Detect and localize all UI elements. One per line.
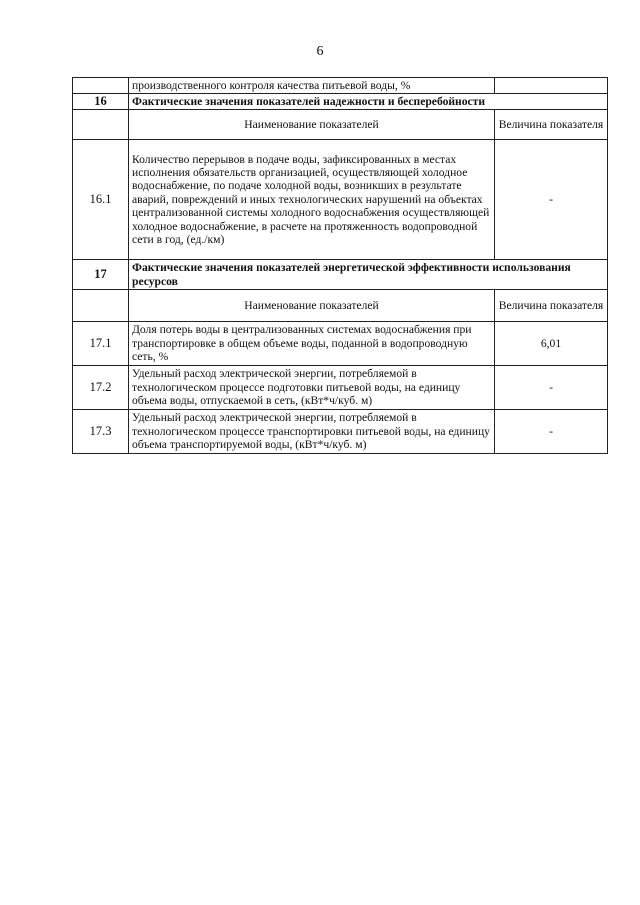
table-row: [73, 140, 608, 260]
table-row: [73, 410, 608, 454]
section-number: 16: [73, 94, 129, 110]
table-row: [73, 322, 608, 366]
row-number-cell: 16.1: [73, 140, 129, 260]
page-number: 6: [316, 44, 324, 59]
row-value-cell: -: [495, 366, 608, 410]
section-title: Фактические значения показателей энергетической эффективности использования ресурсов: [129, 260, 608, 290]
section-number: 17: [73, 260, 129, 290]
row-number-cell: 17.1: [73, 322, 129, 366]
table-row-continuation: [73, 78, 608, 94]
header-name-cell: Наименование показателей: [129, 290, 495, 322]
row-number-cell: [73, 78, 129, 94]
row-number-cell: 17.3: [73, 410, 129, 454]
header-number-cell: [73, 290, 129, 322]
row-value-cell: -: [495, 140, 608, 260]
row-name-cell: Доля потерь воды в централизованных системах водоснабжения при транспортировке в общем объеме воды, поданной в водопроводную сеть, %: [129, 322, 495, 366]
section-17-header-row: [73, 290, 608, 322]
table-row: [73, 366, 608, 410]
row-name-cell: Удельный расход электрической энергии, потребляемой в технологическом процессе подготовки питьевой воды, на единицу объема воды, отпускаемой в сеть, (кВт*ч/куб. м): [129, 366, 495, 410]
row-name-cell: Количество перерывов в подаче воды, зафиксированных в местах исполнения обязательств организацией, осуществляющей холодное водоснабжение, по подаче холодной воды, возникших в результате аварий, повреждений и иных технологических нарушений на объектах централизованной системы холодного водоснабжения осуществляющей холодное водоснабжение, в расчете на протяженность водопроводной сети в год, (ед./км): [129, 140, 495, 260]
header-value-cell: Величина показателя: [495, 110, 608, 140]
indicators-table: [72, 77, 608, 454]
row-name-cell: Удельный расход электрической энергии, потребляемой в технологическом процессе транспортировки питьевой воды, на единицу объема транспортируемой воды, (кВт*ч/куб. м): [129, 410, 495, 454]
section-16-header-row: [73, 110, 608, 140]
section-16-title-row: [73, 94, 608, 110]
row-name-cell: производственного контроля качества питьевой воды, %: [129, 78, 495, 94]
row-value-cell: 6,01: [495, 322, 608, 366]
section-title: Фактические значения показателей надежности и бесперебойности: [129, 94, 608, 110]
header-value-cell: Величина показателя: [495, 290, 608, 322]
header-number-cell: [73, 110, 129, 140]
row-number-cell: 17.2: [73, 366, 129, 410]
header-name-cell: Наименование показателей: [129, 110, 495, 140]
row-value-cell: [495, 78, 608, 94]
section-17-title-row: [73, 260, 608, 290]
row-value-cell: -: [495, 410, 608, 454]
